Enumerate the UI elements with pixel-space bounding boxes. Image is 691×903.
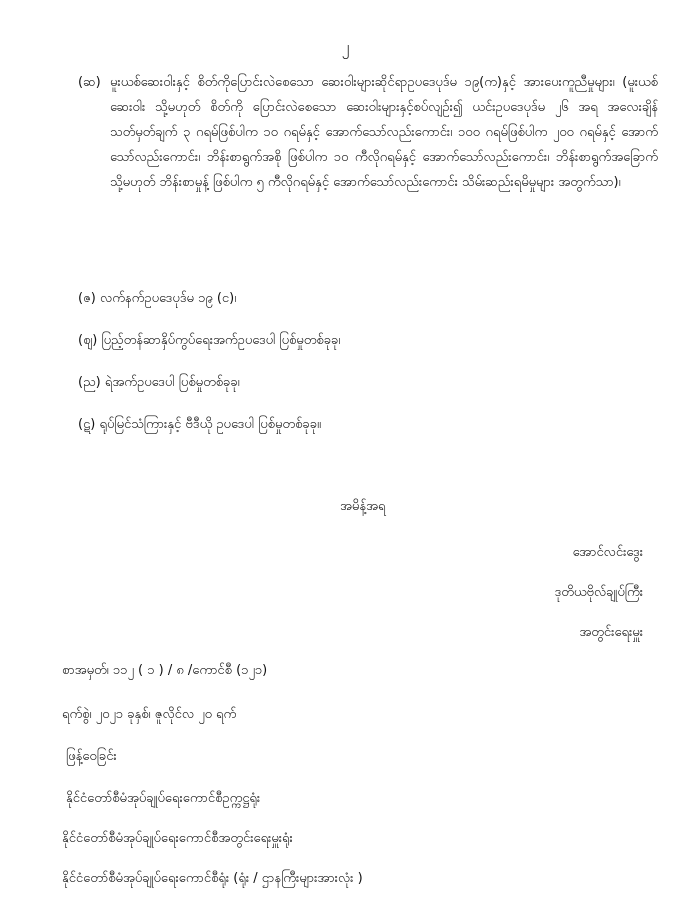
reference-date: ရက်စွဲ၊ ၂၀၂၁ ခုနှစ်၊ ဇူလိုင်လ ၂၀ ရက် xyxy=(62,707,237,722)
item-marker: (ဇ) xyxy=(78,291,96,306)
item-text: ပြည့်တန်ဆာနှိပ်ကွပ်ရေးအက်ဥပဒေပါ ပြစ်မှုတစ်ခုခု၊ xyxy=(101,333,341,348)
order-label: အမိန့်အရ xyxy=(340,499,386,514)
distribution-line: နိုင်ငံတော်စီမံအုပ်ချုပ်ရေးကောင်စီအတွင်းရေးမှူးရုံး xyxy=(62,831,293,846)
signatory-position: အတွင်းရေးမှူး xyxy=(579,625,643,640)
item-text: ရဲအက်ဥပဒေပါ ပြစ်မှုတစ်ခုခု၊ xyxy=(104,375,240,390)
list-item xyxy=(78,372,240,394)
item-marker: (ဈ) xyxy=(78,333,98,348)
distribution-line: နိုင်ငံတော်စီမံအုပ်ချုပ်ရေးကောင်စီရုံး (ရုံး / ဌာနကြီးများအားလုံး ) xyxy=(62,871,363,886)
reference-number: စာအမှတ်၊ ၁၁၂ ( ၁ ) / ၈ /ကောင်စီ (၁၂၁) xyxy=(62,663,268,678)
clause-sa xyxy=(78,70,658,270)
clause-marker: (ဆ) xyxy=(78,75,101,90)
item-text: ရုပ်မြင်သံကြားနှင့် ဗီဒီယို ဥပဒေပါ ပြစ်မှုတစ်ခုခု။ xyxy=(99,417,321,432)
signatory-title: ဒုတိယဗိုလ်ချုပ်ကြီး xyxy=(554,585,643,600)
distribution-heading: ဖြန့်ဝေခြင်း xyxy=(66,749,117,764)
distribution-line: နိုင်ငံတော်စီမံအုပ်ချုပ်ရေးကောင်စီဥက္ကဋ္ဌရုံး xyxy=(66,791,261,806)
page-number: ၂ xyxy=(341,37,350,56)
list-item xyxy=(78,414,321,436)
item-marker: (ဋ) xyxy=(78,417,96,432)
list-item xyxy=(78,288,236,310)
clause-text: မူးယစ်ဆေးဝါးနှင့် စိတ်ကိုပြောင်းလဲစေသော ဆေးဝါးများဆိုင်ရာဥပဒေပုဒ်မ ၁၉(က)နှင့် အားပေးကူညီမှုများ၊ (မူးယစ်ဆေးဝါး သို့မဟုတ် စိတ်ကို ပြောင်းလဲစေသော ဆေးဝါးများနှင့်စပ်လျဉ်း၍ ယင်းဥပဒေပုဒ်မ ၂၆ အရ အလေးချိန် သတ်မှတ်ချက် ၃ ဂရမ်ဖြစ်ပါက ၁၀ ဂရမ်နှင့် အောက်သော်လည်းကောင်း၊ ၁၀၀ ဂရမ်ဖြစ်ပါက ၂၀၀ ဂရမ်နှင့် အောက်သော်လည်းကောင်း၊ ဘိန်းစာရွက်အစို ဖြစ်ပါက ၁၀ ကီလိုဂရမ်နှင့် အောက်သော်လည်းကောင်း၊ ဘိန်းစာရွက်အခြောက် သို့မဟုတ် ဘိန်းစာမှုန့် ဖြစ်ပါက ၅ ကီလိုဂရမ်နှင့် အောက်သော်လည်းကောင်း သိမ်းဆည်းရမိမှုများ အတွက်သာ)၊ xyxy=(110,75,658,190)
item-marker: (ည) xyxy=(78,375,101,390)
item-text: လက်နက်ဥပဒေပုဒ်မ ၁၉ (င)၊ xyxy=(100,291,237,306)
signatory-name: အောင်လင်းဒွေး xyxy=(572,545,643,560)
list-item xyxy=(78,330,340,352)
